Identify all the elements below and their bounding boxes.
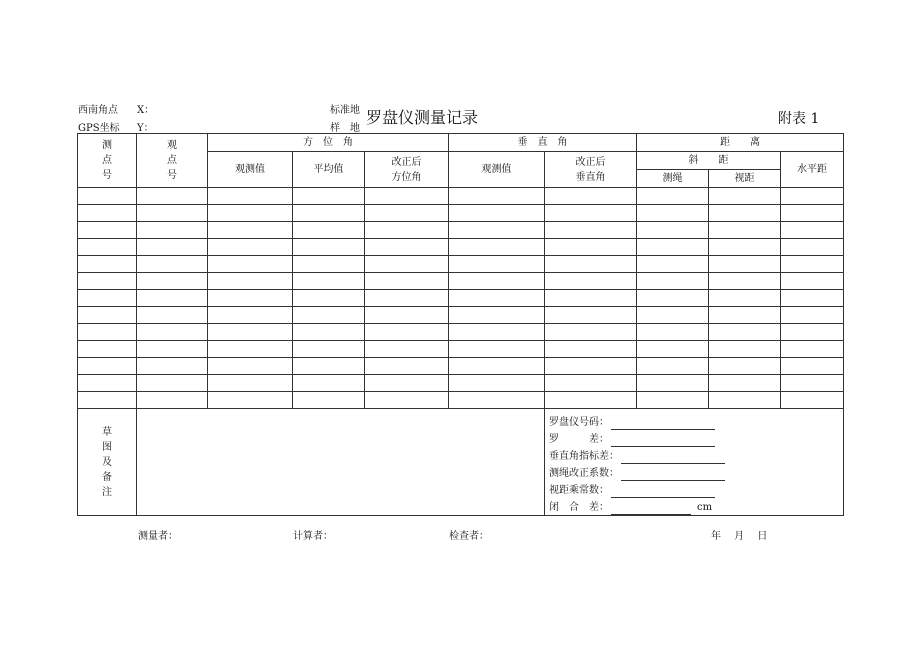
table-cell[interactable] — [208, 375, 293, 392]
azimuth-observed-header: 观测值 — [208, 152, 293, 188]
table-cell[interactable] — [293, 392, 365, 409]
table-cell[interactable] — [293, 358, 365, 375]
table-cell[interactable] — [78, 222, 137, 239]
station-header: 测 点 号 — [78, 134, 137, 188]
table-cell[interactable] — [365, 256, 449, 273]
calculator-label: 计算者： — [293, 531, 333, 542]
table-cell[interactable] — [637, 324, 709, 341]
table-cell[interactable] — [637, 205, 709, 222]
table-cell[interactable] — [781, 290, 844, 307]
table-cell[interactable] — [78, 256, 137, 273]
table-cell[interactable] — [449, 239, 545, 256]
observation-point-header: 观 点 号 — [137, 134, 208, 188]
table-cell[interactable] — [545, 222, 637, 239]
note-compass-number: 罗盘仪号码： — [549, 413, 843, 430]
table-cell[interactable] — [781, 324, 844, 341]
table-cell[interactable] — [293, 239, 365, 256]
table-cell[interactable] — [709, 256, 781, 273]
table-row — [78, 307, 844, 324]
sketch-area[interactable] — [137, 409, 545, 516]
table-cell[interactable] — [709, 273, 781, 290]
table-cell[interactable] — [637, 341, 709, 358]
table-cell[interactable] — [449, 273, 545, 290]
table-cell[interactable] — [637, 307, 709, 324]
table-cell[interactable] — [293, 256, 365, 273]
table-row — [78, 341, 844, 358]
table-cell[interactable] — [137, 205, 208, 222]
table-cell[interactable] — [293, 341, 365, 358]
table-cell[interactable] — [365, 358, 449, 375]
vertical-observed-header: 观测值 — [449, 152, 545, 188]
table-cell[interactable] — [781, 222, 844, 239]
table-row — [78, 273, 844, 290]
compass-number-field[interactable] — [611, 418, 715, 430]
table-row — [78, 358, 844, 375]
page-title: 罗盘仪测量记录 — [366, 108, 479, 127]
note-index-error: 垂直角指标差： — [549, 447, 843, 464]
table-cell[interactable] — [365, 273, 449, 290]
x-coordinate-label: X： — [137, 105, 155, 116]
vertical-angle-group-header: 垂 直 角 — [449, 134, 637, 152]
table-cell[interactable] — [78, 239, 137, 256]
table-cell[interactable] — [208, 392, 293, 409]
table-cell[interactable] — [545, 290, 637, 307]
table-cell[interactable] — [137, 358, 208, 375]
table-cell[interactable] — [137, 307, 208, 324]
closure-error-field[interactable] — [611, 503, 691, 515]
sw-corner-label: 西南角点 — [78, 105, 118, 116]
table-cell[interactable] — [637, 273, 709, 290]
table-cell[interactable] — [709, 307, 781, 324]
table-cell[interactable] — [449, 188, 545, 205]
table-row — [78, 188, 844, 205]
table-cell[interactable] — [137, 392, 208, 409]
table-cell[interactable] — [545, 307, 637, 324]
table-cell[interactable] — [78, 290, 137, 307]
table-cell[interactable] — [637, 239, 709, 256]
table-cell[interactable] — [709, 290, 781, 307]
table-cell[interactable] — [137, 341, 208, 358]
note-stadia-constant: 视距乘常数： — [549, 481, 843, 498]
table-row — [78, 256, 844, 273]
table-cell[interactable] — [208, 290, 293, 307]
table-cell[interactable] — [293, 205, 365, 222]
table-cell[interactable] — [637, 358, 709, 375]
azimuth-corrected-header: 改正后 方位角 — [365, 152, 449, 188]
table-row — [78, 239, 844, 256]
note-compass-error: 罗 差： — [549, 430, 843, 447]
table-cell[interactable] — [709, 222, 781, 239]
sketch-notes-label: 草 图 及 备 注 — [78, 409, 137, 516]
table-cell[interactable] — [781, 256, 844, 273]
table-cell[interactable] — [137, 290, 208, 307]
note-closure-error: 闭 合 差： cm — [549, 502, 713, 513]
table-row — [78, 375, 844, 392]
table-cell[interactable] — [781, 273, 844, 290]
table-cell[interactable] — [449, 256, 545, 273]
table-cell[interactable] — [709, 392, 781, 409]
table-row — [78, 324, 844, 341]
table-cell[interactable] — [545, 341, 637, 358]
table-cell[interactable] — [449, 341, 545, 358]
table-cell[interactable] — [137, 188, 208, 205]
table-cell[interactable] — [637, 375, 709, 392]
table-cell[interactable] — [449, 324, 545, 341]
table-cell[interactable] — [293, 375, 365, 392]
table-cell[interactable] — [365, 239, 449, 256]
appendix-label: 附表 1 — [778, 111, 820, 127]
table-cell[interactable] — [545, 273, 637, 290]
y-coordinate-label: Y： — [137, 123, 154, 134]
table-cell[interactable] — [449, 222, 545, 239]
table-row — [78, 392, 844, 409]
table-cell[interactable] — [78, 205, 137, 222]
table-cell[interactable] — [293, 307, 365, 324]
stadia-header: 视距 — [709, 170, 781, 188]
standard-plot-label: 标准地 — [330, 105, 360, 116]
table-cell[interactable] — [208, 188, 293, 205]
table-cell[interactable] — [545, 256, 637, 273]
table-cell[interactable] — [449, 307, 545, 324]
table-cell[interactable] — [365, 290, 449, 307]
table-cell[interactable] — [637, 392, 709, 409]
table-cell[interactable] — [208, 324, 293, 341]
table-cell[interactable] — [545, 324, 637, 341]
table-cell[interactable] — [637, 290, 709, 307]
table-row — [78, 290, 844, 307]
table-cell[interactable] — [78, 392, 137, 409]
table-cell[interactable] — [365, 222, 449, 239]
table-cell[interactable] — [709, 188, 781, 205]
table-cell[interactable] — [137, 375, 208, 392]
table-cell[interactable] — [293, 324, 365, 341]
table-cell[interactable] — [78, 324, 137, 341]
table-cell[interactable] — [365, 392, 449, 409]
table-cell[interactable] — [78, 341, 137, 358]
table-cell[interactable] — [208, 273, 293, 290]
table-cell[interactable] — [78, 273, 137, 290]
table-cell[interactable] — [365, 307, 449, 324]
table-cell[interactable] — [545, 358, 637, 375]
slope-distance-header: 斜 距 — [637, 152, 781, 170]
stadia-constant-field[interactable] — [611, 486, 715, 498]
table-cell[interactable] — [709, 239, 781, 256]
date-label: 年 月 日 — [711, 531, 768, 542]
table-cell[interactable] — [365, 205, 449, 222]
table-cell[interactable] — [637, 256, 709, 273]
table-cell[interactable] — [78, 375, 137, 392]
table-row — [78, 205, 844, 222]
table-cell[interactable] — [449, 358, 545, 375]
table-cell[interactable] — [545, 188, 637, 205]
table-cell[interactable] — [293, 290, 365, 307]
table-cell[interactable] — [78, 188, 137, 205]
table-cell[interactable] — [709, 324, 781, 341]
table-cell[interactable] — [137, 239, 208, 256]
table-cell[interactable] — [545, 205, 637, 222]
table-cell[interactable] — [137, 256, 208, 273]
index-error-field[interactable] — [621, 452, 725, 464]
instrument-notes — [545, 409, 844, 516]
table-cell[interactable] — [637, 188, 709, 205]
table-cell[interactable] — [449, 205, 545, 222]
table-cell[interactable] — [365, 188, 449, 205]
table-cell[interactable] — [709, 341, 781, 358]
table-cell[interactable] — [137, 222, 208, 239]
survey-record-table — [77, 133, 844, 516]
table-cell[interactable] — [208, 341, 293, 358]
table-cell[interactable] — [449, 392, 545, 409]
table-cell[interactable] — [293, 222, 365, 239]
table-cell[interactable] — [208, 222, 293, 239]
surveyor-label: 测量者： — [138, 531, 178, 542]
plot-label: 样 地 — [330, 123, 360, 134]
table-cell[interactable] — [365, 375, 449, 392]
compass-error-field[interactable] — [611, 435, 715, 447]
table-cell[interactable] — [709, 205, 781, 222]
table-cell[interactable] — [449, 375, 545, 392]
rope-header: 测绳 — [637, 170, 709, 188]
table-cell[interactable] — [781, 188, 844, 205]
table-cell[interactable] — [781, 307, 844, 324]
table-cell[interactable] — [781, 205, 844, 222]
table-cell[interactable] — [137, 273, 208, 290]
table-row — [78, 222, 844, 239]
table-cell[interactable] — [781, 392, 844, 409]
table-cell[interactable] — [545, 239, 637, 256]
note-rope-coefficient: 测绳改正系数： — [549, 464, 843, 481]
distance-group-header: 距 离 — [637, 134, 844, 152]
table-cell[interactable] — [709, 375, 781, 392]
table-cell[interactable] — [293, 273, 365, 290]
table-cell[interactable] — [365, 324, 449, 341]
table-cell[interactable] — [781, 239, 844, 256]
table-cell[interactable] — [781, 375, 844, 392]
azimuth-group-header: 方 位 角 — [208, 134, 449, 152]
horizontal-distance-header: 水平距 — [781, 152, 844, 188]
table-cell[interactable] — [78, 358, 137, 375]
table-cell[interactable] — [208, 256, 293, 273]
table-cell[interactable] — [208, 307, 293, 324]
table-cell[interactable] — [365, 341, 449, 358]
azimuth-mean-header: 平均值 — [293, 152, 365, 188]
table-cell[interactable] — [637, 222, 709, 239]
table-cell[interactable] — [293, 188, 365, 205]
table-cell[interactable] — [545, 375, 637, 392]
table-cell[interactable] — [208, 358, 293, 375]
vertical-corrected-header: 改正后 垂直角 — [545, 152, 637, 188]
table-cell[interactable] — [781, 358, 844, 375]
table-cell[interactable] — [208, 239, 293, 256]
table-cell[interactable] — [78, 307, 137, 324]
table-cell[interactable] — [137, 324, 208, 341]
table-cell[interactable] — [545, 392, 637, 409]
table-cell[interactable] — [449, 290, 545, 307]
gps-label: GPS坐标 — [78, 123, 120, 134]
table-cell[interactable] — [709, 358, 781, 375]
table-cell[interactable] — [208, 205, 293, 222]
checker-label: 检查者： — [449, 531, 489, 542]
table-cell[interactable] — [781, 341, 844, 358]
rope-coefficient-field[interactable] — [621, 469, 725, 481]
